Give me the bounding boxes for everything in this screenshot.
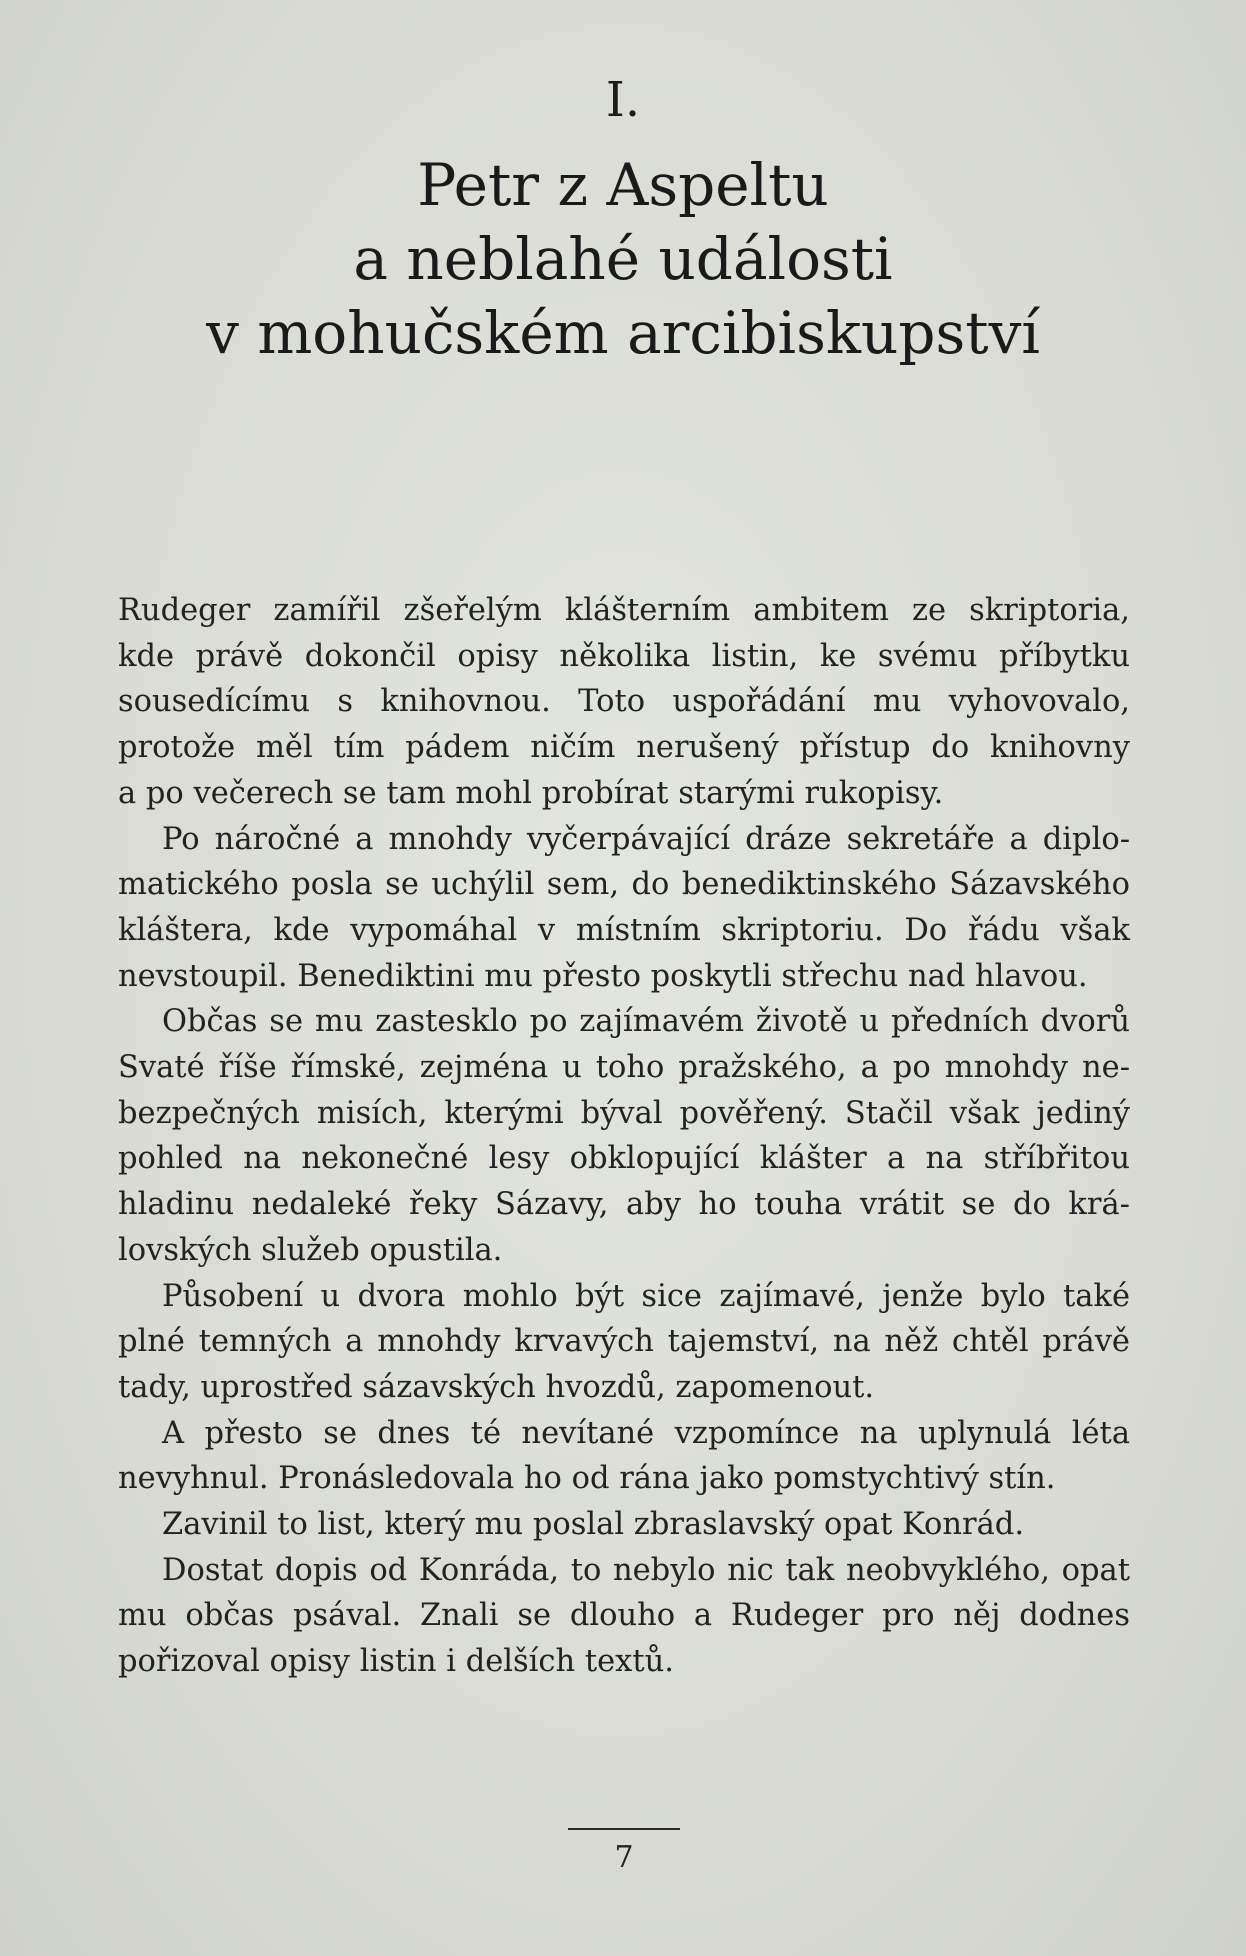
page-number: 7 (614, 1840, 634, 1875)
paragraph (118, 1502, 1130, 1548)
text-line: Rudeger zamířil zšeřelým klášterním ambitem ze skriptoria, (118, 593, 1130, 628)
text-line: plné temných a mnohdy krvavých tajemství, na něž chtěl právě (118, 1324, 1130, 1360)
text-line: sousedícímu s knihovnou. Toto uspořádání mu vyhovovalo, (118, 684, 1130, 720)
text-line: lovských služeb opustila. (118, 1232, 503, 1268)
text-line: Působení u dvora mohlo být sice zajímavé, jenže bylo také (162, 1278, 1130, 1314)
paragraph (118, 999, 1130, 1273)
paragraph (118, 817, 1130, 1000)
paragraph (118, 588, 1130, 817)
text-line: mu občas psával. Znali se dlouho a Rudeger pro něj dodnes (118, 1598, 1130, 1634)
paragraph (118, 1274, 1130, 1411)
chapter-title-line: a neblahé události (353, 225, 893, 293)
text-line: A přesto se dnes té nevítané vzpomínce na uplynulá léta (162, 1415, 1130, 1451)
text-line: matického posla se uchýlil sem, do benediktinského Sázavského (118, 867, 1130, 903)
chapter-body (118, 588, 1130, 1685)
text-line: a po večerech se tam mohl probírat starými rukopisy. (118, 775, 944, 811)
footer-divider (568, 1828, 680, 1830)
paragraph (118, 1411, 1130, 1502)
text-line: Dostat dopis od Konráda, to nebylo nic tak neobvyklého, opat (162, 1552, 1130, 1588)
chapter-title-line: Petr z Aspeltu (417, 151, 829, 219)
text-line: Po náročné a mnohdy vyčerpávající dráze sekretáře a diplo- (162, 821, 1130, 857)
paragraph (118, 1548, 1130, 1685)
text-line: nevyhnul. Pronásledovala ho od rána jako pomstychtivý stín. (118, 1461, 1056, 1497)
text-line: nevstoupil. Benediktini mu přesto poskytli střechu nad hlavou. (118, 958, 1088, 994)
chapter-title (0, 148, 1246, 370)
chapter-title-line: v mohučském arcibiskupství (206, 299, 1040, 367)
text-line: kde právě dokončil opisy několika listin, ke svému příbytku (118, 638, 1130, 674)
text-line: kláštera, kde vypomáhal v místním skriptoriu. Do řádu však (118, 912, 1130, 948)
text-line: hladinu nedaleké řeky Sázavy, aby ho touha vrátit se do krá- (118, 1187, 1130, 1223)
text-line: protože měl tím pádem ničím nerušený přístup do knihovny (118, 730, 1130, 766)
text-line: Zavinil to list, který mu poslal zbraslavský opat Konrád. (162, 1507, 1025, 1543)
text-line: Svaté říše římské, zejména u toho pražského, a po mnohdy ne- (118, 1050, 1130, 1086)
text-line: pořizoval opisy listin i delších textů. (118, 1644, 674, 1680)
text-line: tady, uprostřed sázavských hvozdů, zapomenout. (118, 1369, 875, 1405)
text-line: Občas se mu zastesklo po zajímavém životě u předních dvorů (162, 1004, 1130, 1040)
chapter-number: I. (605, 72, 641, 128)
text-line: bezpečných misích, kterými býval pověřený. Stačil však jediný (118, 1095, 1130, 1131)
text-line: pohled na nekonečné lesy obklopující klášter a na stříbřitou (118, 1141, 1130, 1177)
